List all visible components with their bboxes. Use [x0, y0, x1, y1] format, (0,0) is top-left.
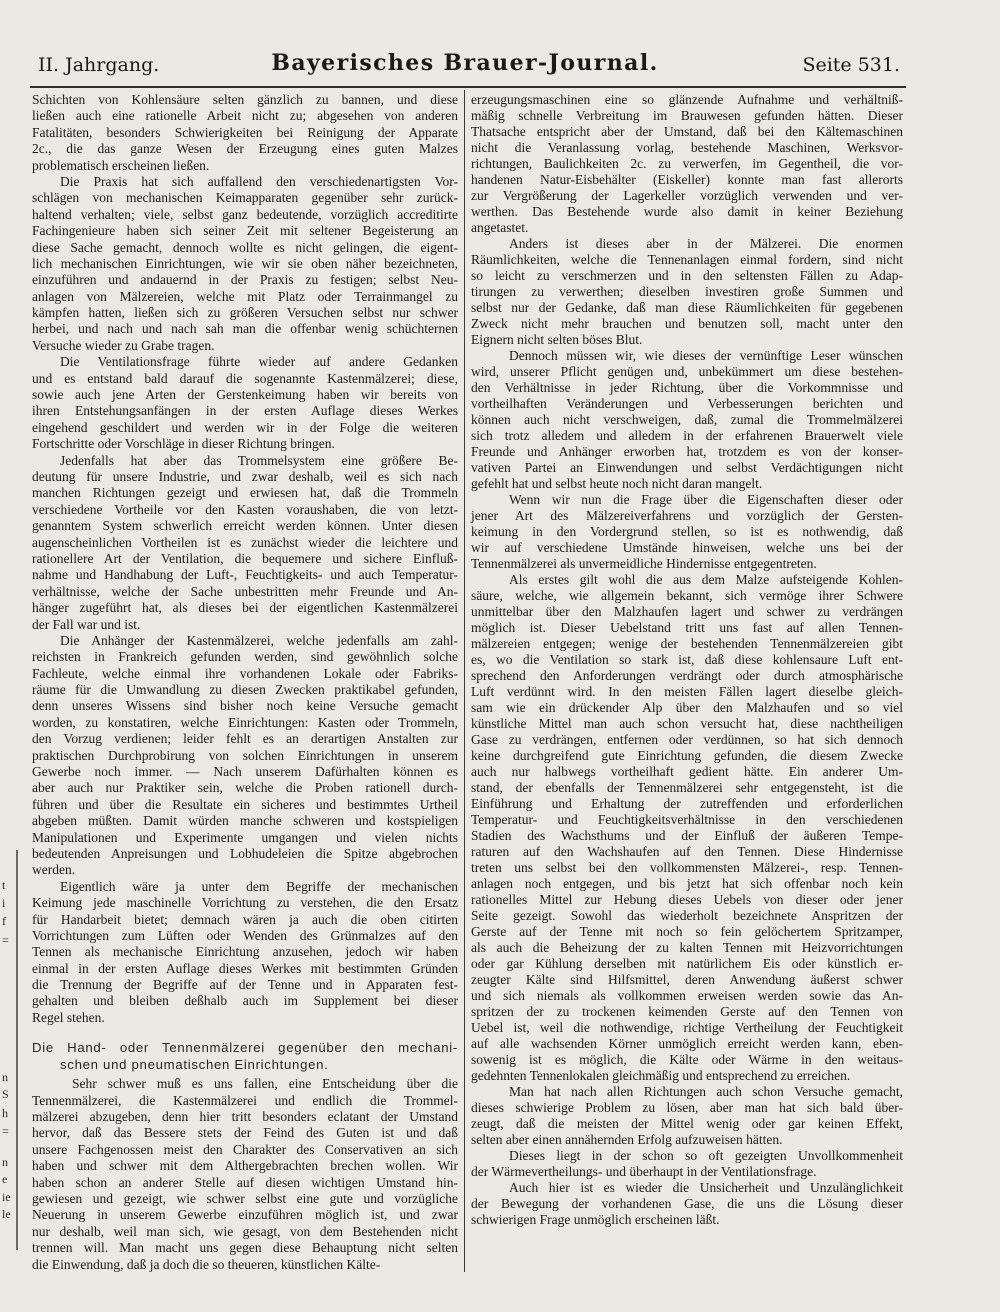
- text-line: Tennen als mechanische Einrichtung anzusehen, jedoch wir haben: [32, 944, 458, 960]
- left-paragraphs-after-heading: [32, 1076, 458, 1273]
- page-gutter: [16, 850, 18, 1250]
- text-line: Regel stehen.: [32, 1009, 105, 1025]
- text-line: sam wie ein drückender Alp über den Malzhaufen und so viel: [471, 700, 903, 715]
- text-line: künstliche Mittel man auch schon versucht hat, diese nachtheiligen: [471, 716, 903, 731]
- text-line: spritzen der zu trockenen keimenden Gerste auf den Tennen von: [471, 1004, 903, 1019]
- text-line: selten aber einen annähernden Erfolg aufzuweisen hätten.: [471, 1132, 783, 1147]
- text-line: problematisch erscheinen ließen.: [32, 157, 210, 173]
- paragraph: [32, 879, 458, 1027]
- text-line: schlägen von mechanischen Keimapparaten gegenüber sehr zurück-: [32, 190, 458, 206]
- text-line: hänger zugeführt hat, als dieses bei der eigentlichen Kastenmälzerei: [32, 600, 458, 616]
- column-left: [32, 92, 458, 1273]
- text-line: Seite gezeigt. Sowohl das wiederholt bezeichnete Anspritzen der: [471, 908, 903, 923]
- text-line: Vorrichtungen zum Lüften oder Wenden des Grünmalzes auf den: [32, 927, 458, 943]
- text-line: einmal in der ersten Auflage dieses Werkes mit bestimmten Gründen: [32, 960, 458, 976]
- paragraph: [471, 572, 903, 1084]
- text-line: sich trotz alledem und alledem in der erfahrenen Brauerwelt viele: [471, 428, 903, 443]
- text-line: räume für die Umwandlung zu diesen Zwecken praktikabel gefunden,: [32, 682, 458, 698]
- left-paragraphs: [32, 92, 458, 1026]
- text-line: gewiesen und gezeigt, wie schwer selbst eine gute und vorzügliche: [32, 1191, 458, 1206]
- text-line: können auch nicht verschweigen, daß, zumal die Trommelmälzerei: [471, 412, 903, 427]
- text-line: richtungen, Baulichkeiten 2c. zu verwerfen, im Gegentheil, die vor-: [471, 156, 903, 171]
- page-number: Seite 531.: [802, 54, 900, 76]
- text-line: Räumlichkeiten, welche die Tennenanlagen einmal fordern, sind nicht: [471, 252, 903, 267]
- text-line: Schichten von Kohlensäure selten gänzlich zu bannen, und diese: [32, 92, 458, 107]
- text-line: unmittelbar über den Malzhaufen lagert und schwer zu verdrängen: [471, 604, 903, 619]
- text-line: nur deshalb, weil man sich, wie gesagt, von dem Bestehenden nicht: [32, 1223, 458, 1239]
- column-right: [471, 92, 903, 1228]
- text-line: Man hat nach allen Richtungen auch schon Versuche gemacht,: [509, 1084, 903, 1099]
- margin-fragment: h: [2, 1106, 8, 1120]
- text-line: angetastet.: [471, 220, 529, 235]
- text-line: handenen Natur-Eisbehälter (Eiskeller) konnte man fast allerorts: [471, 172, 903, 187]
- text-line: Einführung und Erhaltung der zutreffenden und erforderlichen: [471, 796, 903, 811]
- text-line: Gase zu verdrängen, entfernen oder verdünnen, so hat sich dennoch: [471, 732, 903, 747]
- paragraph: [32, 453, 458, 633]
- text-line: mälzereien entgegen; wenige der bestehenden Tennenmälzereien gibt: [471, 636, 903, 651]
- text-line: manchen Richtungen gezeigt und erwiesen hat, daß die Trommeln: [32, 485, 458, 501]
- text-line: Stadien des Wachsthums und der Einfluß der äußeren Tempe-: [471, 828, 903, 843]
- text-line: Temperatur- und Feuchtigkeitsverhältnisse in den verschiedenen: [471, 812, 903, 827]
- text-line: so leicht zu verschmerzen und in den seltensten Fällen zu Adap-: [471, 268, 903, 283]
- margin-fragment: e: [2, 1172, 8, 1186]
- text-line: säure, welche, wie allgemein bekannt, sich vermöge ihrer Schwere: [471, 588, 903, 603]
- text-line: verschiedene Vortheile vor den Kasten voraushaben, die von letzt-: [32, 501, 458, 517]
- text-line: schwierigen Frage unmöglich erscheinen läßt.: [471, 1212, 720, 1227]
- margin-fragment: i: [2, 896, 6, 910]
- text-line: vortheilhaften Veränderungen und Verbesserungen berichten und: [471, 396, 903, 411]
- text-line: trennen will. Man macht uns gegen diese Behauptung nicht selten: [32, 1240, 458, 1256]
- text-line: mäßig schnelle Verbreitung im Brauwesen gefunden hätten. Dieser: [471, 108, 903, 123]
- text-line: der Fall war und ist.: [32, 616, 141, 632]
- text-line: sowie auch jene Arten der Gerstenkeimung haben wir bereits von: [32, 387, 458, 403]
- text-line: nicht die Veranlassung vorlag, bestehende Maschinen, Werksvor-: [471, 140, 903, 155]
- text-line: als auch die Beheizung der zu kalten Tennen mit Heizvorrichtungen: [471, 940, 903, 955]
- margin-fragment: S: [2, 1087, 9, 1101]
- text-line: Uebel ist, weil die nothwendige, richtige Vertheilung der Feuchtigkeit: [471, 1020, 903, 1035]
- text-line: ihren Entstehungsanfängen in der ersten Auflage dieses Werkes: [32, 403, 458, 419]
- text-line: Eignern nicht selten böses Blut.: [471, 332, 643, 347]
- text-line: keimung in den Vordergrund stellen, so ist es nothwendig, daß: [471, 524, 903, 539]
- text-line: denn unseres Wissens sind bisher noch keine Versuche gemacht: [32, 698, 458, 714]
- margin-fragment: le: [2, 1207, 11, 1221]
- text-line: erzeugungsmaschinen eine so glänzende Aufnahme und verhältniß-: [471, 92, 903, 107]
- text-line: Gerste auf der Tenne mit noch so fein gelöchertem Spritzamper,: [471, 924, 903, 939]
- paragraph: [32, 633, 458, 879]
- paragraph: [471, 236, 903, 348]
- text-line: Fortschritte oder Vorschläge in dieser Richtung bringen.: [32, 436, 335, 452]
- paragraph: [471, 492, 903, 572]
- paragraph: [471, 1148, 903, 1180]
- text-line: Tennenmälzerei als unvermeidliche Hindernisse entgegentreten.: [471, 556, 817, 571]
- text-line: hervor, daß das Bessere stets der Feind des Guten ist und daß: [32, 1125, 458, 1141]
- header-rule: [30, 86, 906, 88]
- text-line: raturen auf den Wachshaufen auf den Tennen. Diese Hindernisse: [471, 844, 903, 859]
- text-line: die Einwendung, daß ja doch die so theueren, künstlichen Kälte-: [32, 1256, 381, 1272]
- text-line: nahme und Handhabung der Luft-, Feuchtigkeits- und auch Temperatur-: [32, 567, 458, 583]
- text-line: zeugter Kälte sind Hilfsmittel, deren Anwendung äußerst schwer: [471, 972, 903, 987]
- text-line: einzuführen und andauernd in der Praxis zu festigen; selbst Neu-: [32, 272, 458, 288]
- volume-label: II. Jahrgang.: [38, 54, 160, 76]
- margin-fragment: =: [2, 933, 9, 947]
- text-line: Auch hier ist es wieder die Unsicherheit und Unzulänglichkeit: [509, 1180, 903, 1195]
- text-line: haltend verhalten; viele, selbst ganz bedeutende, vorzüglich accreditirte: [32, 206, 458, 222]
- text-line: aber auch nur Praktiker sein, welche die Proben rationell durch-: [32, 780, 458, 796]
- text-line: mälzerei abzugeben, denn hier tritt besonders eclatant der Umstand: [32, 1109, 458, 1125]
- text-line: rationelles Mittel zur Hebung dieses Uebels von dieser oder jener: [471, 892, 903, 907]
- text-line: bedeutenden Anpreisungen und Lobhudeleien die Spitze abgebrochen: [32, 845, 458, 861]
- text-line: stand, der ebenfalls der Tennenmälzerei sehr entgegensteht, ist die: [471, 780, 903, 795]
- text-line: kämpfen hatten, ließen sich zu größeren Versuchen selbst nur schwer: [32, 305, 458, 321]
- text-line: Keimung jede maschinelle Vorrichtung zu verstehen, die den Ersatz: [32, 895, 458, 911]
- text-line: Sehr schwer muß es uns fallen, eine Entscheidung über die: [72, 1076, 458, 1092]
- paragraph: [471, 348, 903, 492]
- journal-title: Bayerisches Brauer-Journal.: [271, 50, 659, 76]
- margin-fragment: ie: [2, 1190, 11, 1204]
- text-line: gefehlt hat und selbst heute noch nicht daran mangelt.: [471, 476, 763, 491]
- margin-fragment: n: [2, 1070, 8, 1084]
- text-line: herbei, und nach und nach sah man die offenbar wenig schüchternen: [32, 321, 458, 337]
- paragraph: [32, 1076, 458, 1273]
- text-line: deutung für unsere Industrie, und zwar deshalb, weil es sich nach: [32, 468, 458, 484]
- text-line: wir auf verschiedene Umstände hinweisen, welche uns bei der: [471, 540, 903, 555]
- margin-fragment: f: [2, 914, 6, 928]
- text-line: tirungen zu verwerthen; dieselben investiren große Summen und: [471, 284, 903, 299]
- text-line: Als erstes gilt wohl die aus dem Malze aufsteigende Kohlen-: [509, 572, 903, 587]
- text-line: vativen Partei an Einwendungen und selbst Verdächtigungen nicht: [471, 460, 903, 475]
- text-line: 2c., die das ganze Wesen der Erzeugung eines guten Malzes: [32, 141, 458, 157]
- text-line: rationellere Art der Ventilation, die bequemere und sichere Einfluß-: [32, 550, 458, 566]
- text-line: gedehnten Tennenlokalen gleichmäßig und entsprechend zu erreichen.: [471, 1068, 851, 1083]
- text-line: sowenig ist es möglich, die Kälte oder Wärme in den weitaus-: [471, 1052, 903, 1067]
- text-line: jener Art des Mälzereiverfahrens und vorzüglich der Gersten-: [471, 508, 903, 523]
- text-line: reichsten in Frankreich gefunden werden, sind gewöhnlich solche: [32, 649, 458, 665]
- paragraph: [32, 354, 458, 452]
- text-line: Anders ist dieses aber in der Mälzerei. Die enormen: [509, 236, 903, 251]
- text-line: Thatsache entspricht aber der Umstand, daß bei den Kältemaschinen: [471, 124, 903, 139]
- text-line: Luft verdünnt wird. In den meisten Fällen lagert dieselbe gleich-: [471, 684, 903, 699]
- right-paragraphs: [471, 92, 903, 1228]
- text-line: es, wo die Ventilation so stark ist, daß diese kohlensaure Luft ent-: [471, 652, 903, 667]
- text-line: eingehend geschildert und werden wir in der Folge die weiteren: [32, 419, 458, 435]
- text-line: Die Praxis hat sich auffallend den verschiedenartigsten Vor-: [60, 173, 458, 189]
- margin-fragment: n: [2, 1155, 8, 1169]
- text-line: die Trennung der Begriffe auf der Tenne und in Apparaten fest-: [32, 977, 458, 993]
- text-line: haben und schwer mit dem Althergebrachten brechen wollen. Wir: [32, 1158, 458, 1174]
- text-line: werthen. Das Bestehende wurde also damit in keiner Beziehung: [471, 204, 903, 219]
- text-line: dieses schwierige Problem zu lösen, aber man hat sich bald über-: [471, 1100, 903, 1115]
- text-line: augenscheinlichen Vortheilen ist es zunächst wieder die leichtere und: [32, 534, 458, 550]
- section-heading-line: Die Hand- oder Tennenmälzerei gegenüber den mechani-: [32, 1040, 458, 1056]
- text-line: praktischen Durchprobirung von solchen Einrichtungen in unserem: [32, 747, 458, 763]
- text-line: gehalten und bleiben deßhalb auch im Supplement bei dieser: [32, 993, 458, 1009]
- text-line: Fatalitäten, besonders Schwierigkeiten bei Reinigung der Apparate: [32, 124, 458, 140]
- margin-fragment: t: [2, 878, 6, 892]
- text-line: zeugt, daß die meisten der Mittel wenig oder gar keinen Effekt,: [471, 1116, 903, 1131]
- text-line: anlagen von Mälzereien, welche mit Platz oder Terrainmangel zu: [32, 288, 458, 304]
- paragraph: [32, 92, 458, 174]
- paragraph: [32, 174, 458, 354]
- text-line: führen und über die Resultate ein sicheres und bestimmtes Urtheil: [32, 796, 458, 812]
- text-line: und es entstand bald darauf die sogenannte Kastenmälzerei; diese,: [32, 370, 458, 386]
- column-divider: [464, 90, 465, 1272]
- text-line: selbst nur der Gedanke, daß man diese Räumlichkeiten für gegebenen: [471, 300, 903, 315]
- text-line: den Verhältnisse in jeder Richtung, über die Vorkommnisse und: [471, 380, 903, 395]
- text-line: Gewerbe noch immer. — Nach unserem Dafürhalten können es: [32, 764, 458, 780]
- text-line: Dennoch müssen wir, wie dieses der vernünftige Leser wünschen: [509, 348, 903, 363]
- text-line: werden.: [32, 862, 76, 878]
- text-line: der Bewegung der vorhandenen Gase, die uns die Lösung dieser: [471, 1196, 903, 1211]
- margin-fragment: =: [2, 1124, 9, 1138]
- text-line: Eigentlich wäre ja unter dem Begriffe der mechanischen: [60, 878, 458, 894]
- text-line: auch nur halbwegs vortheilhaft gedient hätte. Ein anderer Um-: [471, 764, 903, 779]
- text-line: lich mechanischen Einrichtungen, wie wir sie oben näher bezeichneten,: [32, 255, 458, 271]
- text-line: abgeben müßten. Damit würden manche schweren und kostspieligen: [32, 813, 458, 829]
- text-line: diese Sache gemacht, dennoch wollte es nicht gelingen, die eigent-: [32, 239, 458, 255]
- text-line: auf alle wachsenden Körner unmöglich erreicht werden kann, eben-: [471, 1036, 903, 1051]
- section-heading-line: schen und pneumatischen Einrichtungen.: [60, 1057, 329, 1073]
- text-line: Wenn wir nun die Frage über die Eigenschaften dieser oder: [509, 492, 903, 507]
- text-line: genanntem System schwerlich erreicht werden können. Unter diesen: [32, 518, 458, 534]
- text-line: der Wärmevertheilungs- und überhaupt in der Ventilationsfrage.: [471, 1164, 817, 1179]
- text-line: haben schon an anderer Stelle auf diesen wichtigen Umstand hin-: [32, 1174, 458, 1190]
- text-line: Neuerung in unserem Gewerbe einzuführen möglich ist, und zwar: [32, 1207, 458, 1223]
- text-line: Jedenfalls hat aber das Trommelsystem eine größere Be-: [60, 452, 458, 468]
- text-line: ließen auch eine rationelle Arbeit nicht zu; abgesehen von anderen: [32, 108, 458, 124]
- text-line: Manipulationen und Experimente umgangen und vielen nichts: [32, 829, 458, 845]
- text-line: worden, zu konstatiren, welche Einrichtungen: Kasten oder Trommeln,: [32, 714, 458, 730]
- text-line: Zweck nicht mehr brauchen und benutzen soll, macht unter den: [471, 316, 903, 331]
- text-line: zur Vergrößerung der Lagerkeller vorzüglich verwenden und ver-: [471, 188, 903, 203]
- text-line: Die Anhänger der Kastenmälzerei, welche jedenfalls am zahl-: [60, 632, 458, 648]
- text-line: für Handarbeit bietet; demnach wären ja auch die oben citirten: [32, 911, 458, 927]
- section-heading: [32, 1039, 458, 1073]
- text-line: Fachleute, welche einmal ihre vorhandenen Lokale oder Fabriks-: [32, 665, 458, 681]
- text-line: unsere Fachgenossen meist den Charakter des Conservativen an sich: [32, 1141, 458, 1157]
- text-line: oder gar Kühlung derselben mit natürlichem Eis oder künstlich er-: [471, 956, 903, 971]
- text-line: Freunde und Anhänger erworben hat, trotzdem es von der konser-: [471, 444, 903, 459]
- text-line: Tennenmälzerei, die Kastenmälzerei und endlich die Trommel-: [32, 1092, 458, 1108]
- text-line: sprechend den Anforderungen verdrängt oder durch atmosphärische: [471, 668, 903, 683]
- text-line: verhältnisse, welche der Sache unbestritten mehr Freunde und An-: [32, 583, 458, 599]
- text-line: Dieses liegt in der schon so oft gezeigten Unvollkommenheit: [509, 1148, 903, 1163]
- paragraph: [471, 1180, 903, 1228]
- paragraph: [471, 92, 903, 236]
- paragraph: [471, 1084, 903, 1148]
- text-line: anlagen noch entgegen, und bis jetzt hat sich offenbar noch kein: [471, 876, 903, 891]
- text-line: und sich niemals als vollkommen erweisen werden sowie das An-: [471, 988, 903, 1003]
- text-line: möglich ist. Dieser Uebelstand tritt uns fast auf allen Tennen-: [471, 620, 903, 635]
- text-line: den Vorzug verdienen; leider fehlt es an derartigen Anstalten zur: [32, 731, 458, 747]
- text-line: treten uns selbst bei den vollkommensten Mälzerei-, resp. Tennen-: [471, 860, 903, 875]
- text-line: keine durchgreifend gute Einrichtung gefunden, die diesem Zwecke: [471, 748, 903, 763]
- text-line: Fachingenieure haben sich seiner Zeit mit seltener Begeisterung an: [32, 223, 458, 239]
- text-line: Versuche wieder zu Grabe tragen.: [32, 337, 215, 353]
- text-line: wird, unserer Pflicht genügen und, unbekümmert um diese bestehen-: [471, 364, 903, 379]
- text-line: Die Ventilationsfrage führte wieder auf andere Gedanken: [60, 354, 458, 370]
